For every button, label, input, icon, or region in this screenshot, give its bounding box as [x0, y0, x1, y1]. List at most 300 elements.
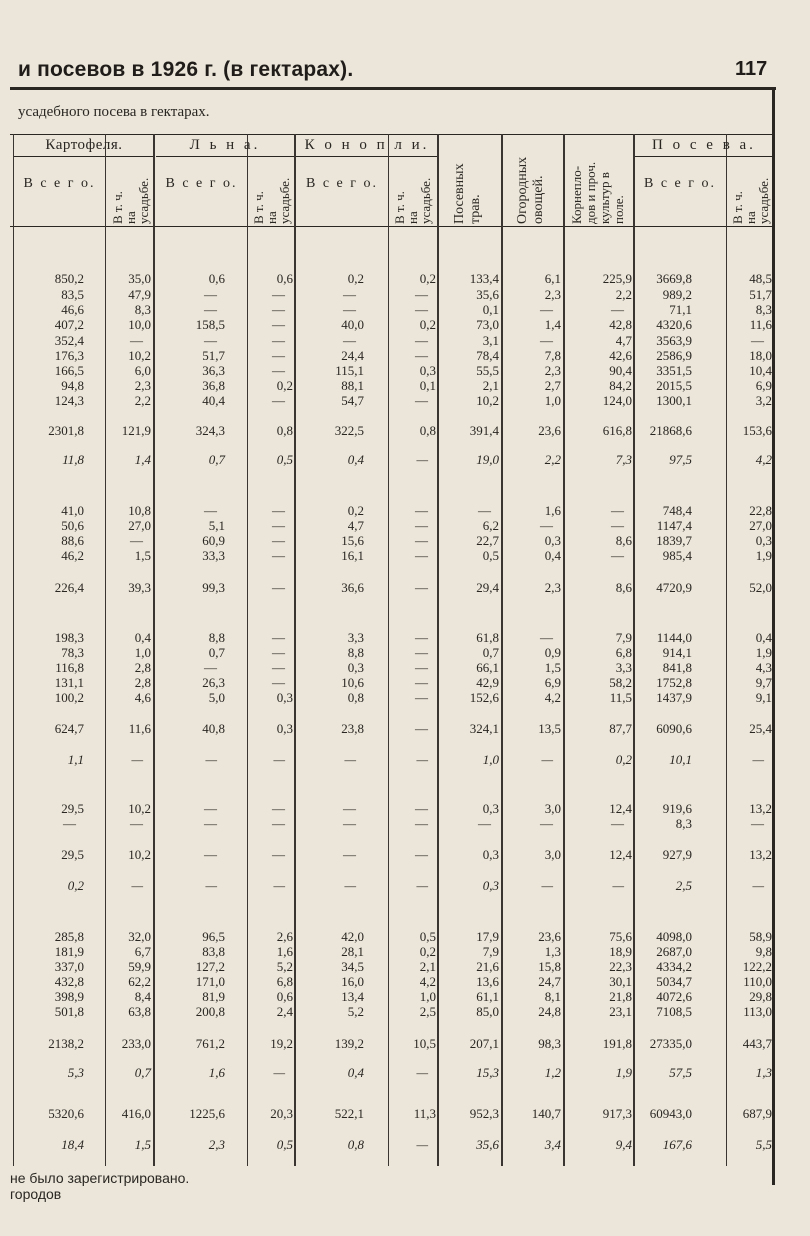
cell-lna-usad: — [272, 317, 285, 332]
cell-kart-usad: 1,5 [134, 1137, 151, 1152]
cell-konop-usad: — [415, 393, 428, 408]
cell-ogorod: 15,8 [538, 959, 561, 974]
cell-posev-usad: 122,2 [742, 959, 772, 974]
cell-posev-total: 919,6 [662, 801, 692, 816]
cell-lna-usad: 1,6 [276, 944, 293, 959]
cell-konop-usad: — [415, 580, 428, 595]
cell-posev-total: 167,6 [662, 1137, 692, 1152]
cell-trav: 10,2 [476, 393, 499, 408]
cell-lna-total: 0,7 [208, 645, 225, 660]
cell-trav: — [478, 816, 491, 831]
cell-kart-total: 5,3 [67, 1065, 84, 1080]
cell-lna-usad: — [272, 503, 285, 518]
cell-konop-usad: — [415, 660, 428, 675]
col-line [726, 134, 727, 1166]
cell-lna-total: 200,8 [195, 1004, 225, 1019]
cell-lna-total: — [205, 878, 217, 893]
cell-lna-total: 0,6 [208, 271, 225, 286]
col-header-trav: Посевных трав. [452, 163, 483, 224]
cell-kart-total: 2138,2 [48, 1036, 84, 1051]
cell-posev-total: 10,1 [669, 752, 692, 767]
group-header-lna: Л ь н а. [189, 137, 261, 153]
cell-konop-usad: — [415, 548, 428, 563]
cell-konop-total: 0,2 [347, 271, 364, 286]
cell-kart-total: 176,3 [54, 348, 84, 363]
cell-lna-total: — [204, 333, 217, 348]
col-header-korne: Корнепло- дов и проч. культур в поле. [569, 161, 626, 224]
cell-konop-total: — [344, 752, 356, 767]
cell-ogorod: 0,9 [544, 645, 561, 660]
cell-ogorod: 3,4 [544, 1137, 561, 1152]
cell-trav: 35,6 [476, 287, 499, 302]
cell-trav: 13,6 [476, 974, 499, 989]
cell-kart-total: 166,5 [54, 363, 84, 378]
cell-lna-total: 324,3 [195, 423, 225, 438]
cell-posev-total: 985,4 [662, 548, 692, 563]
cell-lna-usad: — [272, 630, 285, 645]
cell-konop-usad: — [415, 721, 428, 736]
cell-konop-total: 24,4 [341, 348, 364, 363]
cell-konop-total: 54,7 [341, 393, 364, 408]
cell-posev-total: 1144,0 [656, 630, 692, 645]
cell-trav: — [478, 503, 491, 518]
cell-konop-usad: 10,5 [413, 1036, 436, 1051]
cell-posev-total: 4334,2 [656, 959, 692, 974]
cell-konop-total: — [344, 878, 356, 893]
cell-posev-usad: 1,9 [755, 645, 772, 660]
cell-konop-total: 34,5 [341, 959, 364, 974]
cell-korne: 191,8 [602, 1036, 632, 1051]
cell-kart-total: 0,2 [67, 878, 84, 893]
cell-posev-total: 2,5 [675, 878, 692, 893]
cell-ogorod: 23,6 [538, 423, 561, 438]
cell-korne: — [611, 503, 624, 518]
cell-lna-total: 2,3 [208, 1137, 225, 1152]
cell-kart-usad: 1,4 [134, 452, 151, 467]
col-line [633, 134, 635, 1166]
cell-posev-usad: 10,4 [749, 363, 772, 378]
cell-lna-usad: — [272, 302, 285, 317]
cell-ogorod: 98,3 [538, 1036, 561, 1051]
cell-posev-total: 1839,7 [656, 533, 692, 548]
group-header-konop: К о н о п л и. [304, 137, 430, 153]
cell-lna-usad: — [272, 287, 285, 302]
cell-posev-total: 2687,0 [656, 944, 692, 959]
group-rule-lna [156, 156, 294, 157]
cell-lna-usad: — [272, 816, 285, 831]
cell-ogorod: 1,0 [544, 393, 561, 408]
cell-posev-total: 3563,9 [656, 333, 692, 348]
cell-posev-usad: 6,9 [755, 378, 772, 393]
col-header-posev-total: В с е г о. [643, 176, 716, 191]
cell-kart-total: 29,5 [61, 801, 84, 816]
group-rule-kart [14, 156, 154, 157]
cell-kart-total: 1,1 [67, 752, 84, 767]
cell-trav: 0,5 [482, 548, 499, 563]
cell-korne: 42,6 [609, 348, 632, 363]
cell-kart-total: 407,2 [54, 317, 84, 332]
cell-konop-usad: — [416, 878, 428, 893]
cell-kart-usad: — [131, 752, 143, 767]
cell-trav: 2,1 [482, 378, 499, 393]
cell-korne: 917,3 [602, 1106, 632, 1121]
cell-kart-total: 5320,6 [48, 1106, 84, 1121]
cell-korne: 90,4 [609, 363, 632, 378]
cell-posev-usad: 113,0 [743, 1004, 772, 1019]
cell-konop-total: 8,8 [347, 645, 364, 660]
cell-konop-total: 36,6 [341, 580, 364, 595]
cell-lna-total: 1225,6 [189, 1106, 225, 1121]
cell-konop-total: 0,4 [347, 452, 364, 467]
cell-korne: 0,2 [615, 752, 632, 767]
cell-kart-total: 398,9 [54, 989, 84, 1004]
cell-posev-usad: 110,0 [743, 974, 772, 989]
cell-trav: 1,0 [482, 752, 499, 767]
cell-konop-total: 0,8 [347, 690, 364, 705]
right-rule [772, 87, 775, 1185]
cell-korne: — [611, 518, 624, 533]
cell-trav: 73,0 [476, 317, 499, 332]
cell-kart-total: 198,3 [54, 630, 84, 645]
cell-trav: 152,6 [469, 690, 499, 705]
cell-posev-total: 1437,9 [656, 690, 692, 705]
cell-korne: 4,7 [615, 333, 632, 348]
col-header-kart-usad: В т. ч. на усадьбе. [110, 177, 151, 224]
cell-kart-total: 83,5 [61, 287, 84, 302]
cell-ogorod: 2,7 [544, 378, 561, 393]
cell-lna-usad: — [272, 801, 285, 816]
cell-lna-total: 1,6 [208, 1065, 225, 1080]
cell-korne: 9,4 [615, 1137, 632, 1152]
cell-konop-usad: — [416, 1137, 428, 1152]
cell-trav: 21,6 [476, 959, 499, 974]
group-header-kart: Картофеля. [45, 137, 123, 153]
cell-kart-usad: 10,2 [128, 801, 151, 816]
cell-posev-usad: 0,3 [755, 533, 772, 548]
cell-ogorod: 2,3 [544, 580, 561, 595]
cell-kart-total: 337,0 [54, 959, 84, 974]
cell-trav: 0,1 [482, 302, 499, 317]
cell-konop-usad: 0,2 [419, 271, 436, 286]
cell-posev-total: 1752,8 [656, 675, 692, 690]
cell-trav: 22,7 [476, 533, 499, 548]
cell-posev-total: 3669,8 [656, 271, 692, 286]
cell-lna-usad: 0,5 [276, 452, 293, 467]
cell-kart-usad: 2,8 [134, 660, 151, 675]
cell-ogorod: 13,5 [538, 721, 561, 736]
cell-posev-usad: 29,8 [749, 989, 772, 1004]
cell-ogorod: 6,1 [544, 271, 561, 286]
cell-kart-usad: 10,8 [128, 503, 151, 518]
cell-lna-total: 99,3 [202, 580, 225, 595]
cell-posev-total: 7108,5 [656, 1004, 692, 1019]
header-bottom-rule [10, 226, 775, 227]
cell-trav: 66,1 [476, 660, 499, 675]
cell-posev-usad: — [752, 878, 764, 893]
cell-kart-usad: 27,0 [128, 518, 151, 533]
col-header-kart-total: В с е г о. [23, 176, 96, 191]
cell-kart-usad: — [130, 333, 143, 348]
cell-kart-usad: 6,0 [134, 363, 151, 378]
cell-korne: — [611, 302, 624, 317]
cell-konop-usad: 0,1 [419, 378, 436, 393]
cell-korne: 18,9 [609, 944, 632, 959]
cell-posev-usad: 153,6 [742, 423, 772, 438]
cell-konop-usad: 2,1 [419, 959, 436, 974]
cell-lna-usad: — [272, 580, 285, 595]
cell-posev-total: 989,2 [662, 287, 692, 302]
cell-kart-usad: 1,5 [134, 548, 151, 563]
cell-posev-total: 841,8 [662, 660, 692, 675]
cell-korne: — [611, 548, 624, 563]
cell-lna-total: — [204, 503, 217, 518]
cell-ogorod: 140,7 [531, 1106, 561, 1121]
cell-posev-usad: 443,7 [742, 1036, 772, 1051]
cell-kart-total: 29,5 [61, 847, 84, 862]
cell-kart-total: 46,2 [61, 548, 84, 563]
cell-konop-usad: 4,2 [419, 974, 436, 989]
col-line [294, 134, 296, 1166]
cell-lna-usad: 20,3 [270, 1106, 293, 1121]
cell-kart-total: 432,8 [54, 974, 84, 989]
cell-lna-usad: — [272, 363, 285, 378]
cell-ogorod: 1,2 [544, 1065, 561, 1080]
cell-konop-total: — [343, 847, 356, 862]
cell-lna-total: — [204, 816, 217, 831]
cell-kart-total: 131,1 [54, 675, 84, 690]
page-heading: и посевов в 1926 г. (в гектарах). [18, 58, 354, 81]
cell-konop-usad: 0,2 [419, 944, 436, 959]
cell-konop-total: 5,2 [347, 1004, 364, 1019]
cell-kart-total: 285,8 [54, 929, 84, 944]
cell-kart-usad: 4,6 [134, 690, 151, 705]
cell-posev-total: 5034,7 [656, 974, 692, 989]
cell-kart-usad: 6,7 [134, 944, 151, 959]
cell-kart-usad: 10,0 [128, 317, 151, 332]
cell-posev-total: 4072,6 [656, 989, 692, 1004]
cell-ogorod: — [540, 816, 553, 831]
cell-korne: — [612, 878, 624, 893]
cell-lna-usad: 5,2 [276, 959, 293, 974]
cell-korne: 3,3 [615, 660, 632, 675]
cell-trav: 391,4 [469, 423, 499, 438]
cell-posev-total: 8,3 [675, 816, 692, 831]
cell-lna-usad: 0,8 [276, 423, 293, 438]
cell-trav: 0,3 [482, 847, 499, 862]
cell-lna-total: — [205, 752, 217, 767]
cell-trav: 17,9 [476, 929, 499, 944]
cell-ogorod: 3,0 [544, 801, 561, 816]
cell-posev-total: 4720,9 [656, 580, 692, 595]
cell-konop-total: 42,0 [341, 929, 364, 944]
cell-posev-usad: 8,3 [755, 302, 772, 317]
group-header-posev: П о с е в а. [652, 137, 756, 153]
cell-trav: 85,0 [476, 1004, 499, 1019]
cell-konop-usad: — [415, 675, 428, 690]
cell-kart-usad: 10,2 [128, 348, 151, 363]
cell-ogorod: 1,5 [544, 660, 561, 675]
cell-lna-usad: — [272, 393, 285, 408]
col-line [501, 134, 503, 1166]
cell-lna-usad: — [272, 847, 285, 862]
cell-lna-total: 40,8 [202, 721, 225, 736]
cell-konop-total: — [343, 302, 356, 317]
cell-trav: 55,5 [476, 363, 499, 378]
cell-kart-total: 88,6 [61, 533, 84, 548]
cell-kart-total: 501,8 [54, 1004, 84, 1019]
cell-konop-total: — [343, 816, 356, 831]
cell-kart-usad: 2,8 [134, 675, 151, 690]
group-rule-konop [296, 156, 438, 157]
cell-ogorod: — [541, 878, 553, 893]
cell-lna-usad: — [273, 878, 285, 893]
cell-kart-usad: 35,0 [128, 271, 151, 286]
cell-kart-usad: 11,6 [128, 721, 151, 736]
col-line [13, 134, 14, 1166]
cell-konop-total: 0,3 [347, 660, 364, 675]
cell-korne: 2,2 [615, 287, 632, 302]
cell-konop-usad: — [415, 348, 428, 363]
cell-posev-total: 27335,0 [649, 1036, 692, 1051]
cell-konop-usad: — [415, 333, 428, 348]
cell-konop-total: 28,1 [341, 944, 364, 959]
cell-konop-total: 4,7 [347, 518, 364, 533]
cell-kart-usad: 1,0 [134, 645, 151, 660]
cell-posev-usad: 51,7 [749, 287, 772, 302]
col-line [437, 134, 439, 1166]
cell-posev-total: 2015,5 [656, 378, 692, 393]
cell-lna-usad: 0,6 [276, 271, 293, 286]
footnote-line: городов [10, 1186, 62, 1202]
cell-korne: 8,6 [615, 580, 632, 595]
cell-konop-usad: 11,3 [413, 1106, 436, 1121]
cell-posev-total: 57,5 [669, 1065, 692, 1080]
cell-lna-usad: 0,3 [276, 690, 293, 705]
cell-korne: 7,9 [615, 630, 632, 645]
col-line [105, 134, 106, 1166]
cell-posev-usad: 687,9 [742, 1106, 772, 1121]
cell-kart-usad: 2,2 [134, 393, 151, 408]
cell-kart-total: 624,7 [54, 721, 84, 736]
cell-korne: 11,5 [609, 690, 632, 705]
cell-konop-total: 40,0 [341, 317, 364, 332]
cell-konop-usad: — [415, 287, 428, 302]
cell-korne: 22,3 [609, 959, 632, 974]
cell-konop-usad: — [415, 847, 428, 862]
cell-lna-usad: — [272, 645, 285, 660]
cell-ogorod: 1,3 [544, 944, 561, 959]
cell-posev-usad: 9,8 [755, 944, 772, 959]
cell-posev-usad: 48,5 [749, 271, 772, 286]
top-rule [10, 87, 776, 90]
cell-lna-total: 26,3 [202, 675, 225, 690]
cell-lna-usad: 6,8 [276, 974, 293, 989]
cell-konop-usad: — [415, 690, 428, 705]
cell-lna-usad: 0,6 [276, 989, 293, 1004]
cell-trav: 324,1 [469, 721, 499, 736]
cell-konop-total: 0,8 [347, 1137, 364, 1152]
cell-kart-usad: 32,0 [128, 929, 151, 944]
cell-posev-total: 4320,6 [656, 317, 692, 332]
cell-korne: 84,2 [609, 378, 632, 393]
cell-ogorod: — [540, 518, 553, 533]
col-header-lna-usad: В т. ч. на усадьбе. [251, 177, 292, 224]
cell-kart-usad: 121,9 [121, 423, 151, 438]
cell-konop-total: 522,1 [334, 1106, 364, 1121]
cell-trav: 7,9 [482, 944, 499, 959]
cell-konop-usad: — [416, 1065, 428, 1080]
cell-posev-usad: — [751, 333, 764, 348]
cell-posev-usad: 13,2 [749, 847, 772, 862]
cell-trav: 19,0 [476, 452, 499, 467]
cell-konop-usad: — [415, 801, 428, 816]
cell-lna-usad: 2,6 [276, 929, 293, 944]
cell-lna-total: 60,9 [202, 533, 225, 548]
cell-konop-usad: — [415, 302, 428, 317]
cell-lna-total: — [204, 302, 217, 317]
cell-kart-total: 41,0 [61, 503, 84, 518]
cell-kart-usad: 233,0 [121, 1036, 151, 1051]
table-subtitle: усадебного посева в гектарах. [18, 104, 210, 120]
cell-trav: 952,3 [469, 1106, 499, 1121]
cell-konop-usad: 1,0 [419, 989, 436, 1004]
cell-kart-usad: 47,9 [128, 287, 151, 302]
cell-konop-usad: 0,8 [419, 423, 436, 438]
cell-posev-usad: 9,1 [755, 690, 772, 705]
cell-ogorod: 1,6 [544, 503, 561, 518]
cell-lna-usad: — [273, 752, 285, 767]
cell-lna-total: 5,1 [208, 518, 225, 533]
col-line [153, 134, 155, 1166]
cell-ogorod: — [540, 333, 553, 348]
cell-lna-total: — [204, 287, 217, 302]
col-header-lna-total: В с е г о. [165, 176, 238, 191]
cell-trav: 35,6 [476, 1137, 499, 1152]
cell-lna-usad: 0,3 [276, 721, 293, 736]
cell-konop-usad: — [415, 816, 428, 831]
cell-konop-usad: — [415, 533, 428, 548]
cell-kart-usad: 10,2 [128, 847, 151, 862]
cell-korne: 12,4 [609, 801, 632, 816]
cell-ogorod: 2,3 [544, 363, 561, 378]
cell-kart-total: 226,4 [54, 580, 84, 595]
cell-posev-usad: 5,5 [755, 1137, 772, 1152]
cell-ogorod: 8,1 [544, 989, 561, 1004]
cell-trav: 15,3 [476, 1065, 499, 1080]
cell-ogorod: 0,4 [544, 548, 561, 563]
cell-posev-total: 914,1 [662, 645, 692, 660]
cell-posev-usad: — [752, 752, 764, 767]
cell-kart-usad: 39,3 [128, 580, 151, 595]
cell-lna-total: 761,2 [195, 1036, 225, 1051]
cell-ogorod: — [540, 302, 553, 317]
cell-posev-usad: 4,2 [755, 452, 772, 467]
cell-lna-total: — [204, 801, 217, 816]
cell-kart-total: 100,2 [54, 690, 84, 705]
cell-ogorod: — [541, 752, 553, 767]
cell-posev-usad: 11,6 [749, 317, 772, 332]
col-line [563, 134, 565, 1166]
col-line [388, 134, 389, 1166]
col-header-ogorod: Огородных овощей. [515, 156, 546, 224]
cell-kart-usad: 59,9 [128, 959, 151, 974]
cell-kart-usad: — [131, 878, 143, 893]
cell-korne: 1,9 [615, 1065, 632, 1080]
cell-konop-total: 322,5 [334, 423, 364, 438]
cell-kart-total: 124,3 [54, 393, 84, 408]
cell-ogorod: 3,0 [544, 847, 561, 862]
cell-korne: 8,6 [615, 533, 632, 548]
